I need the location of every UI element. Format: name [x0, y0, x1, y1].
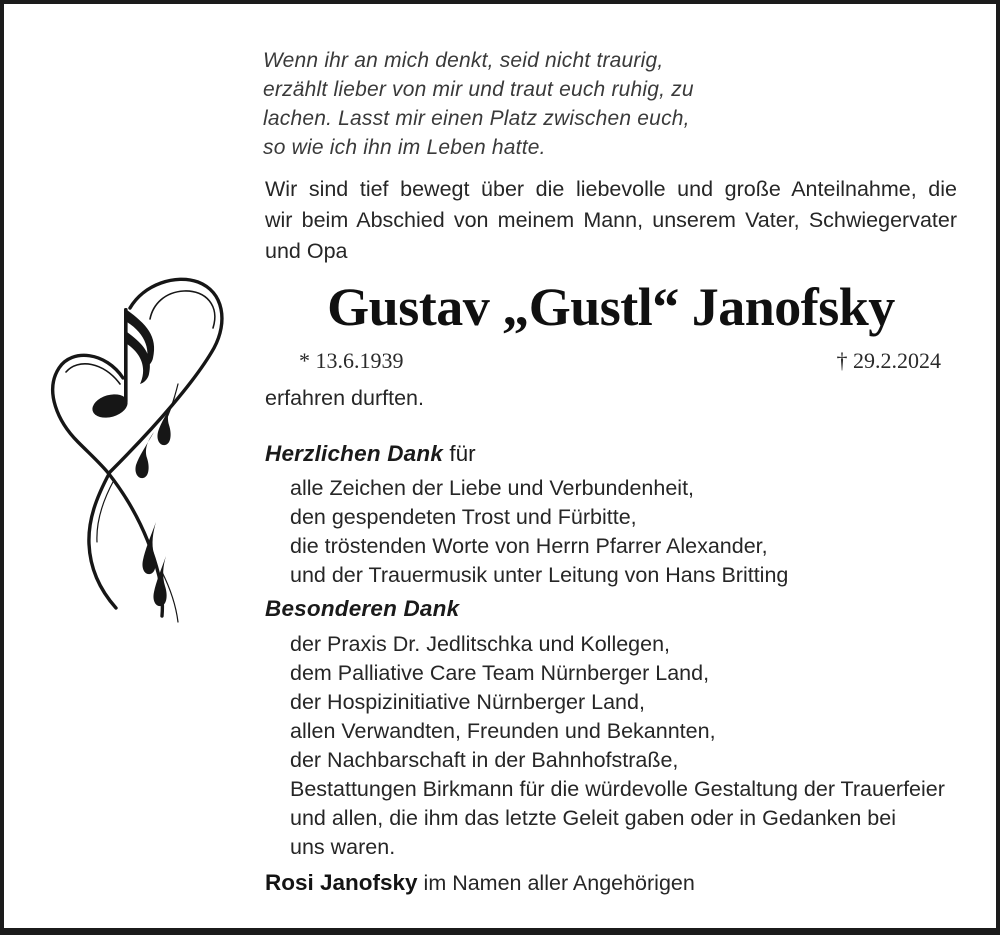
heart-music-note-illustration — [26, 266, 254, 626]
thanks-general-suffix: für — [443, 441, 476, 466]
intro-line: wir beim Abschied von meinem Mann, unserem Vater, Schwiegervater — [265, 208, 957, 232]
after-name-text: erfahren durften. — [265, 386, 424, 410]
thanks-special-title: Besonderen Dank — [265, 596, 460, 621]
thanks-general-title: Herzlichen Dank — [265, 441, 444, 466]
thanks-general-heading — [265, 441, 476, 467]
poem — [263, 46, 723, 162]
poem-line: lachen. Lasst mir einen Platz zwischen euch, — [263, 107, 690, 130]
deceased-name: Gustav „Gustl“ Janofsky — [327, 277, 895, 337]
thanks-item: der Praxis Dr. Jedlitschka und Kollegen, — [290, 632, 671, 656]
poem-line: erzählt lieber von mir und traut euch ruhig, zu — [263, 78, 694, 101]
thanks-item: die tröstenden Worte von Herrn Pfarrer Alexander, — [290, 534, 768, 558]
life-dates — [265, 348, 957, 374]
thanks-item: der Nachbarschaft in der Bahnhofstraße, — [290, 748, 679, 772]
thanks-item: uns waren. — [290, 835, 396, 859]
birth-date: * 13.6.1939 — [299, 348, 404, 373]
thanks-special-list — [290, 630, 970, 862]
thanks-item: und der Trauermusik unter Leitung von Hans Britting — [290, 563, 789, 587]
thanks-item: der Hospizinitiative Nürnberger Land, — [290, 690, 645, 714]
signature-suffix: im Namen aller Angehörigen — [417, 871, 695, 895]
thanks-item: und allen, die ihm das letzte Geleit gaben oder in Gedanken bei — [290, 806, 896, 830]
thanks-item: den gespendeten Trost und Fürbitte, — [290, 505, 637, 529]
intro-line: und Opa — [265, 239, 348, 263]
intro-line: Wir sind tief bewegt über die liebevolle und große Anteilnahme, die — [265, 177, 957, 201]
thanks-item: alle Zeichen der Liebe und Verbundenheit, — [290, 476, 695, 500]
signature — [265, 870, 965, 896]
thanks-item: dem Palliative Care Team Nürnberger Land, — [290, 661, 710, 685]
signature-name: Rosi Janofsky — [265, 870, 418, 895]
thanks-special-heading — [265, 596, 459, 622]
poem-line: Wenn ihr an mich denkt, seid nicht traurig, — [263, 49, 664, 72]
thanks-general-list — [290, 474, 970, 590]
thanks-item: Bestattungen Birkmann für die würdevolle Gestaltung der Trauerfeier — [290, 777, 945, 801]
poem-line: so wie ich ihn im Leben hatte. — [263, 136, 546, 159]
death-date: † 29.2.2024 — [836, 348, 941, 373]
intro-paragraph — [265, 174, 957, 267]
thanks-item: allen Verwandten, Freunden und Bekannten, — [290, 719, 716, 743]
